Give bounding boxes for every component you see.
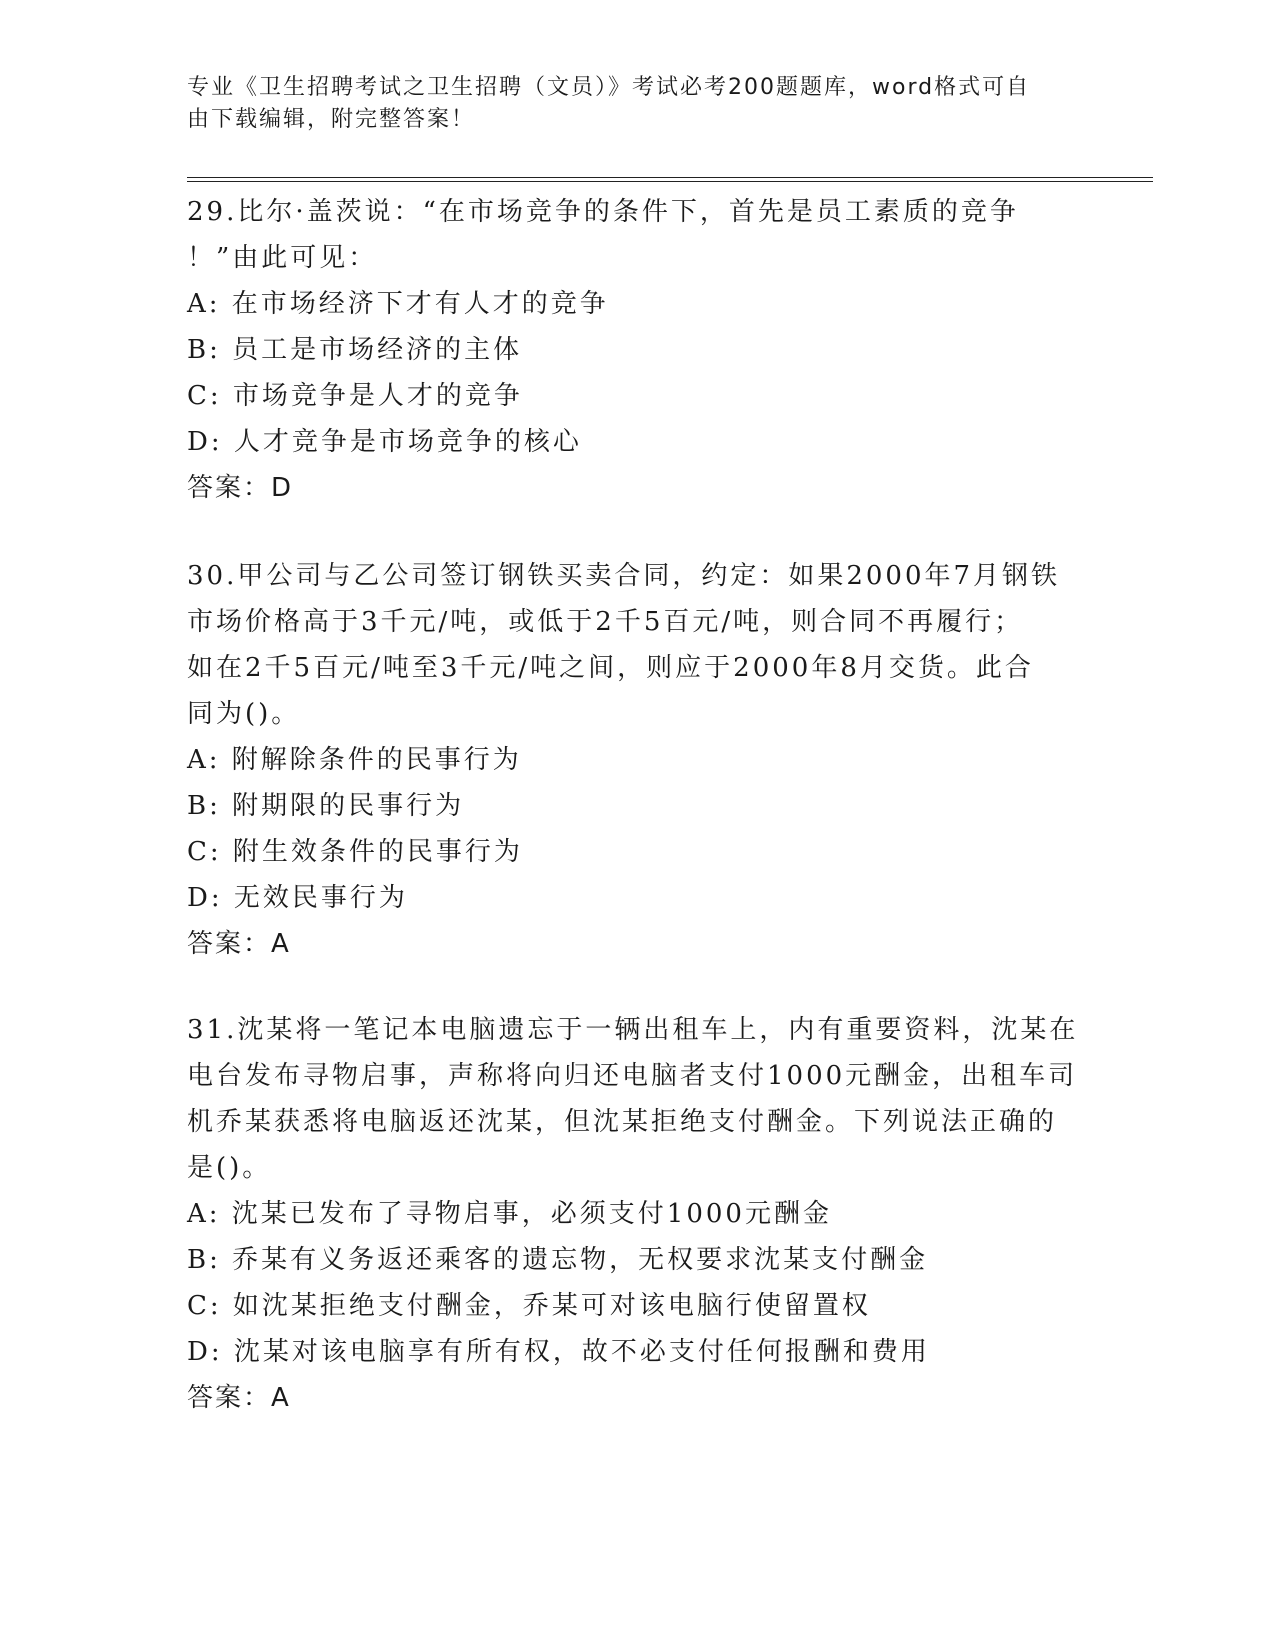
- option-a: A: 附解除条件的民事行为: [187, 745, 522, 775]
- option-b: B: 员工是市场经济的主体: [187, 335, 523, 365]
- question-stem-line: 机乔某获悉将电脑返还沈某，但沈某拒绝支付酬金。下列说法正确的: [187, 1107, 1058, 1137]
- question-31: [187, 1007, 1087, 1421]
- question-stem-line: 31.沈某将一笔记本电脑遗忘于一辆出租车上，内有重要资料，沈某在: [187, 1015, 1079, 1045]
- question-stem-line: 同为()。: [187, 699, 301, 729]
- header-divider-bottom: [187, 181, 1153, 182]
- option-d: D: 人才竞争是市场竞争的核心: [187, 427, 582, 457]
- question-29: [187, 189, 1087, 511]
- header-divider-top: [187, 177, 1153, 178]
- question-stem-line: 电台发布寻物启事，声称将向归还电脑者支付1000元酬金，出租车司: [187, 1061, 1078, 1091]
- question-stem-line: ！”由此可见：: [187, 243, 378, 273]
- answer-text: 答案：D: [187, 473, 294, 503]
- document-header: [187, 72, 1067, 136]
- option-c: C: 附生效条件的民事行为: [187, 837, 523, 867]
- header-line-2: 由下载编辑，附完整答案！: [187, 107, 476, 132]
- answer-text: 答案：A: [187, 1383, 291, 1413]
- option-d: D: 沈某对该电脑享有所有权，故不必支付任何报酬和费用: [187, 1337, 930, 1367]
- option-c: C: 如沈某拒绝支付酬金，乔某可对该电脑行使留置权: [187, 1291, 871, 1321]
- question-stem-line: 市场价格高于3千元/吨，或低于2千5百元/吨，则合同不再履行；: [187, 607, 1024, 637]
- option-d: D: 无效民事行为: [187, 883, 408, 913]
- question-stem-line: 是()。: [187, 1153, 272, 1183]
- answer-text: 答案：A: [187, 929, 291, 959]
- option-a: A: 沈某已发布了寻物启事，必须支付1000元酬金: [187, 1199, 832, 1229]
- question-stem-line: 29.比尔·盖茨说：“在市场竞争的条件下，首先是员工素质的竞争: [187, 197, 1019, 227]
- option-b: B: 乔某有义务返还乘客的遗忘物，无权要求沈某支付酬金: [187, 1245, 929, 1275]
- option-a: A: 在市场经济下才有人才的竞争: [187, 289, 609, 319]
- option-b: B: 附期限的民事行为: [187, 791, 465, 821]
- option-c: C: 市场竞争是人才的竞争: [187, 381, 523, 411]
- question-stem-line: 如在2千5百元/吨至3千元/吨之间，则应于2000年8月交货。此合: [187, 653, 1034, 683]
- question-stem-line: 30.甲公司与乙公司签订钢铁买卖合同，约定：如果2000年7月钢铁: [187, 561, 1061, 591]
- question-30: [187, 553, 1087, 967]
- header-line-1: 专业《卫生招聘考试之卫生招聘（文员）》考试必考200题题库，word格式可自: [187, 75, 1031, 100]
